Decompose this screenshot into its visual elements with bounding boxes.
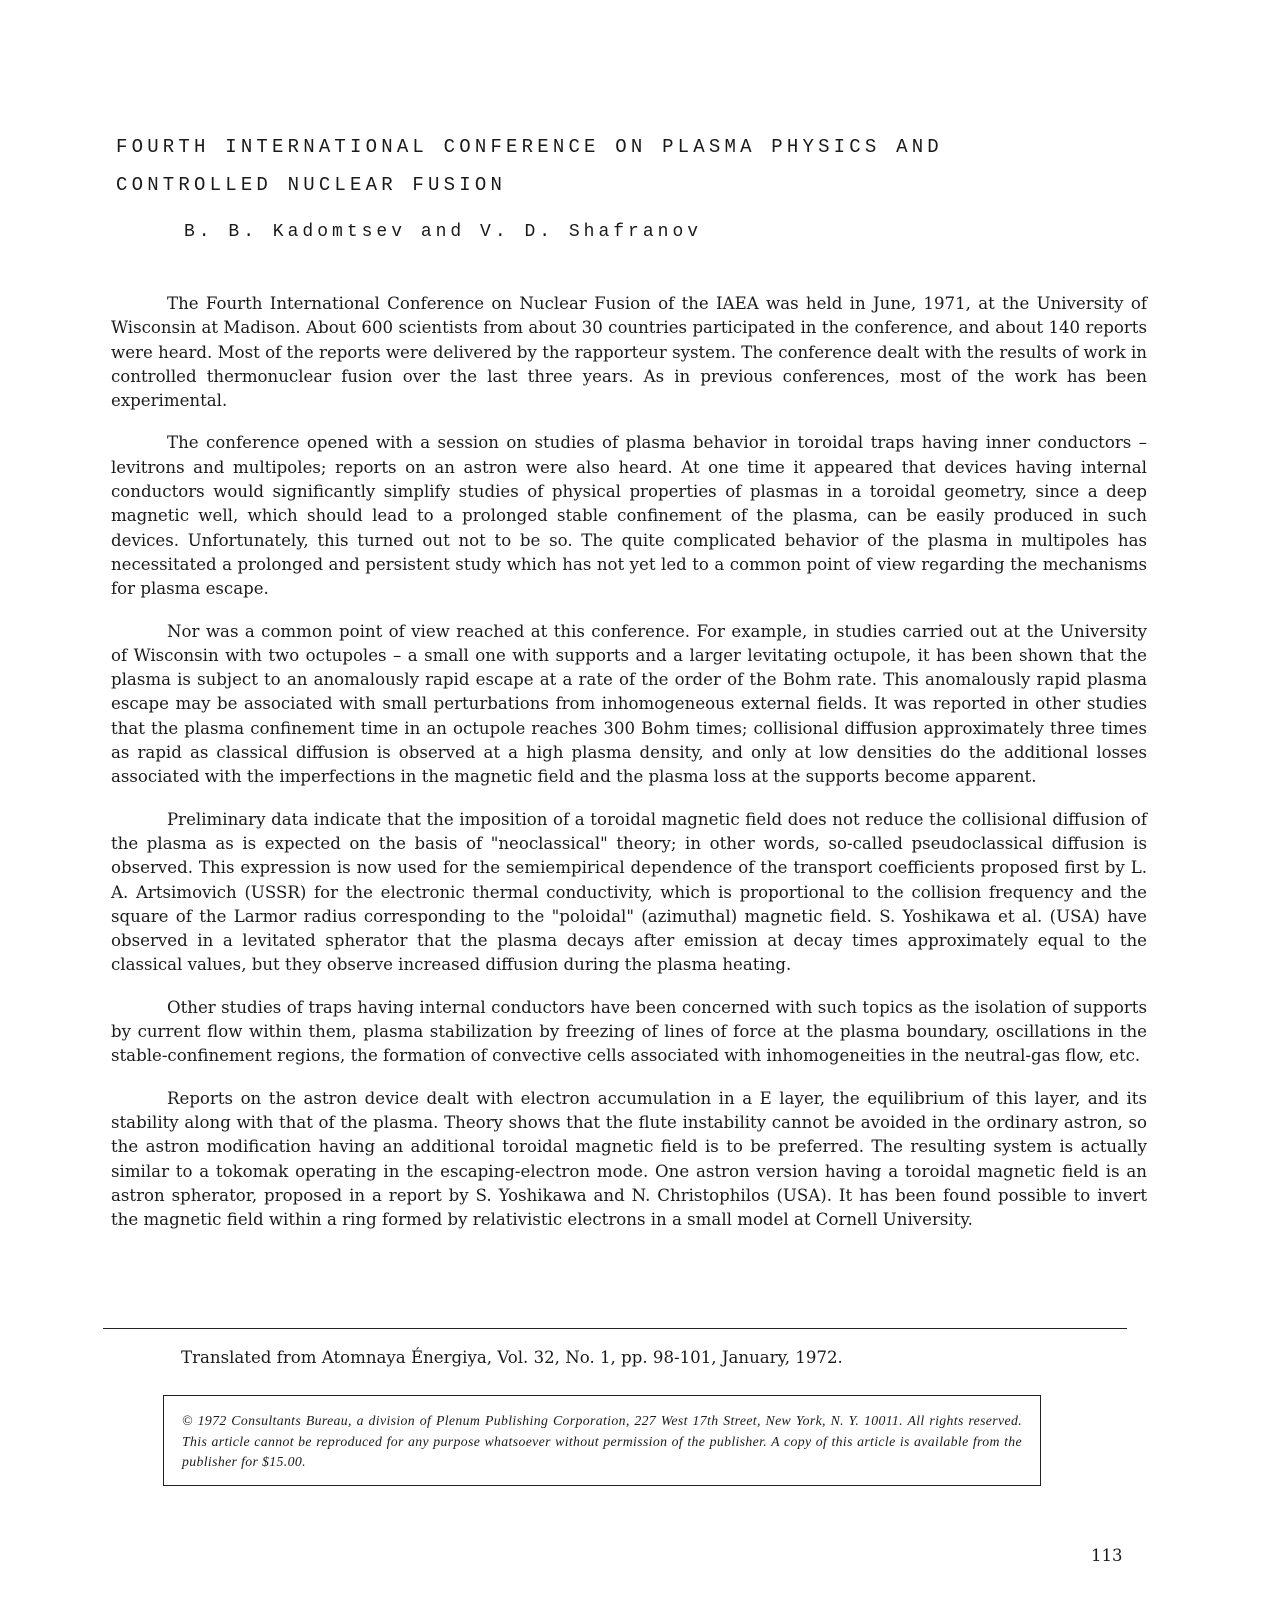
paragraph-2: The conference opened with a session on studies of plasma behavior in toroidal traps having inner conductors – levitrons and multipoles; reports on an astron were also heard. At one time it appeared that devices having internal conductors would significantly simplify studies of physical properties of plasmas in a toroidal geometry, since a deep magnetic well, which should lead to a prolonged stable confinement of the plasma, can be easily produced in such devices. Unfortunately, this turned out not to be so. The quite complicated behavior of the plasma in multipoles has necessitated a prolonged and persistent study which has not yet led to a common point of view regarding the mechanisms for plasma escape. bbox=[111, 433, 1147, 599]
copyright-text: © 1972 Consultants Bureau, a division of Plenum Publishing Corporation, 227 West 17th Street, New York, N. Y. 10011. All rights reserved. This article cannot be reproduced for any purpose whatsoever without permission of the publisher. A copy of this article is available from the publisher for $15.00. bbox=[182, 1413, 1022, 1469]
paragraph-4: Preliminary data indicate that the imposition of a toroidal magnetic field does not reduce the collisional diffusion of the plasma as is expected on the basis of "neoclassical" theory; in other words, so-called pseudoclassical diffusion is observed. This expression is now used for the semiempirical dependence of the transport coefficients proposed first by L. A. Artsimovich (USSR) for the electronic thermal conductivity, which is proportional to the collision frequency and the square of the Larmor radius corresponding to the "poloidal" (azimuthal) magnetic field. S. Yoshikawa et al. (USA) have observed in a levitated spherator that the plasma decays after emission at decay times approximately equal to the classical values, but they observe increased diffusion during the plasma heating. bbox=[111, 809, 1147, 975]
page-number: 113 bbox=[1091, 1546, 1123, 1565]
paragraph-6: Reports on the astron device dealt with electron accumulation in a E layer, the equilibrium of this layer, and its stability along with that of the plasma. Theory shows that the flute instability cannot be avoided in the ordinary astron, so the astron modification having an additional toroidal magnetic field is to be preferred. The resulting system is actually similar to a tokomak operating in the escaping-electron mode. One astron version having a toroidal magnetic field is an astron spherator, proposed in a report by S. Yoshikawa and N. Christophilos (USA). It has been found possible to invert the magnetic field within a ring formed by relativistic electrons in a small model at Cornell University. bbox=[111, 1088, 1147, 1230]
article-body bbox=[111, 292, 1147, 1250]
translation-note: Translated from Atomnaya Énergiya, Vol. 32, No. 1, pp. 98-101, January, 1972. bbox=[181, 1348, 843, 1367]
footnote-divider bbox=[103, 1328, 1127, 1329]
authors: B. B. Kadomtsev and V. D. Shafranov bbox=[184, 222, 703, 242]
copyright-box bbox=[163, 1395, 1041, 1486]
paragraph-5: Other studies of traps having internal conductors have been concerned with such topics as the isolation of supports by current flow within them, plasma stabilization by freezing of lines of force at the plasma boundary, oscillations in the stable-confinement regions, the formation of convective cells associated with inhomogeneities in the neutral-gas flow, etc. bbox=[111, 997, 1147, 1066]
title-line-1: FOURTH INTERNATIONAL CONFERENCE ON PLASMA PHYSICS AND bbox=[116, 136, 943, 158]
paragraph-3: Nor was a common point of view reached at this conference. For example, in studies carried out at the University of Wisconsin with two octupoles – a small one with supports and a larger levitating octupole, it has been shown that the plasma is subject to an anomalously rapid escape at a rate of the order of the Bohm rate. This anomalously rapid plasma escape may be associated with small perturbations from inhomogeneous external fields. It was reported in other studies that the plasma confinement time in an octupole reaches 300 Bohm times; collisional diffusion approximately three times as rapid as classical diffusion is observed at a high plasma density, and only at low densities do the additional losses associated with the imperfections in the magnetic field and the plasma loss at the supports become apparent. bbox=[111, 621, 1147, 787]
title-line-2: CONTROLLED NUCLEAR FUSION bbox=[116, 174, 507, 196]
paragraph-1: The Fourth International Conference on Nuclear Fusion of the IAEA was held in June, 1971, at the University of Wisconsin at Madison. About 600 scientists from about 30 countries participated in the conference, and about 140 reports were heard. Most of the reports were delivered by the rapporteur system. The conference dealt with the results of work in controlled thermonuclear fusion over the last three years. As in previous conferences, most of the work has been experimental. bbox=[111, 294, 1147, 411]
